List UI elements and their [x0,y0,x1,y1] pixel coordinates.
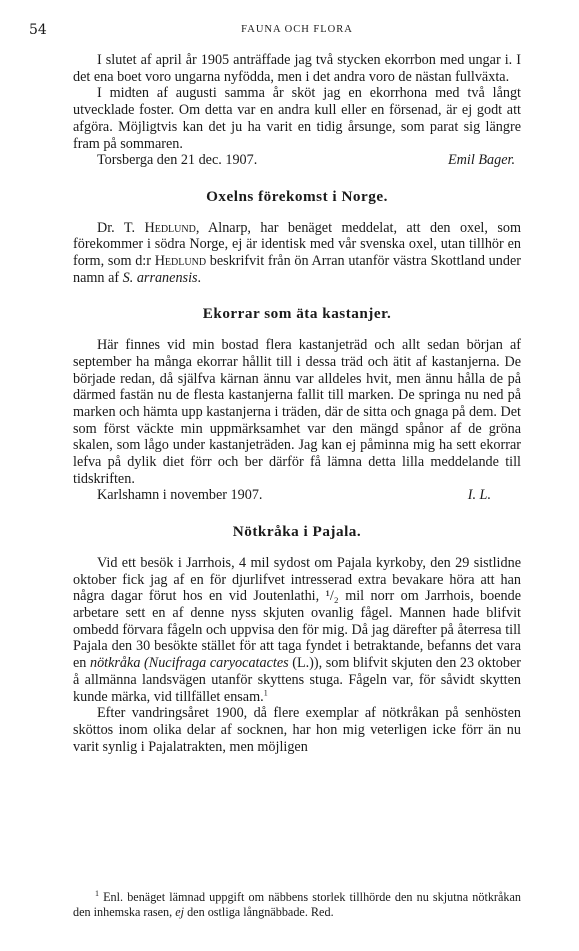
oxel-name-1: Hedlund [144,219,196,236]
footnote [73,890,521,920]
oxel-name-2: Hedlund [154,253,207,270]
footnote-marker: 1 [263,687,268,697]
oxel-text-3: beskrifvit från ön Arran utanför västra Skottland under namn af [73,253,521,286]
notkraka-text-b: mil norr om Jarrhois, boende arbetare sett en af denne nyss skjuten ovanlig fågel. Mannen hade blifvit ombedd förvara fågeln och uppvisa den för mig. Då jag därefter på återresa till Pajala den 30 besökte stället för att taga fyndet i betraktande, befanns det vara en [73,588,522,672]
fraction: ¹/₂ [325,588,339,605]
notkraka-text-a: Vid ett besök i Jarrhois, 4 mil sydost om Pajala kyrkoby, den 29 sistlidne oktober fick jag af en för djurlifvet intresserad extra bevakare höra att han några dagar förut hos en vid Joutenlathi, [73,554,521,605]
section-title-notkraka: Nötkråka i Pajala. [232,523,362,541]
ekorrar-signature [73,487,521,504]
article-body [73,52,521,755]
oxel-text-4: . [197,269,202,286]
footnote-number: 1 [95,888,99,898]
ekorrar-paragraph: Här finnes vid min bostad flera kastanjeträd och allt sedan början af september ha många ekorrar hållit till i dessa träd och ätit af kastanjerna. De började redan, då själfva kärnan ännu var alldeles hvit, men ännu hålla de på därmed fastän nu de flesta kastanjerna fallit till marken. De springa nu ned på marken och hämta upp kastanjerna i träden, där de sitta och gnaga på dem. Det som först väckte min uppmärksamhet var den mängd spånor af de gröna skalen, som lågo under kastanjeträden. Jag kan ej påminna mig ha sett ekorrar lefva på dylik diet förr och ber därför få lämna detta lilla meddelande till tidskriften. [73,337,521,487]
footnote-text-1: Enl. benäget lämnad uppgift om näbbens storlek tillhörde den nu skjutna nötkråkan den inhemska rasen, [73,890,521,919]
page-header [29,22,521,52]
running-title: FAUNA OCH FLORA [241,24,353,35]
section-title-oxel: Oxelns förekomst i Norge. [206,187,388,205]
section-title-ekorrar: Ekorrar som äta kastanjer. [202,305,392,323]
page-number: 54 [29,22,47,38]
notkraka-paragraph-1 [73,555,521,705]
intro-signature [73,152,521,169]
notkraka-text-c: (L.)), som blifvit skjuten den 23 oktober å allmänna landsvägen utanför skyttens stuga. Fågeln var, för såvidt skytten kunde märka, vid tillfället ensam. [73,655,521,705]
signature-place: Karlshamn i november 1907. [97,487,263,504]
intro-paragraph-2: I midten af augusti samma år sköt jag en ekorrhona med två långt utvecklade foster. Om detta var en andra kull eller en försenad, är ej godt att afgöra. Möjligtvis kan det ju ha varit en tidig årsunge, som parat sig längre fram på sommaren. [73,85,521,152]
notkraka-paragraph-2: Efter vandringsåret 1900, då flere exemplar af nötkråkan på senhösten sköttos inom olika delar af socknen, har hon mig veterligen icke förr än nu varit synlig i Pajalatrakten, men möjligen [73,705,521,755]
oxel-text-1: Dr. T. [97,219,145,236]
notkraka-species: nötkråka (Nucifraga caryocatactes [89,655,289,672]
signature-place: Torsberga den 21 dec. 1907. [97,152,258,169]
signature-author: Emil Bager. [448,152,515,169]
footnote-text-2: den ostliga långnäbbade. Red. [184,905,334,919]
oxel-paragraph [73,220,521,287]
footnote-emphasis: ej [175,905,185,919]
intro-paragraph-1: I slutet af april år 1905 anträffade jag två stycken ekorrbon med ungar i. I det ena boet voro ungarna nyfödda, men i det andra voro de nästan fullväxta. [73,52,521,85]
oxel-species: S. arranensis [122,269,198,286]
signature-author: I. L. [467,487,491,504]
oxel-text-2: , Alnarp, har benäget meddelat, att den oxel, som förekommer i södra Norge, ej är identisk med vår svenska oxel, utan tillhör en form, som d:r [73,219,521,270]
